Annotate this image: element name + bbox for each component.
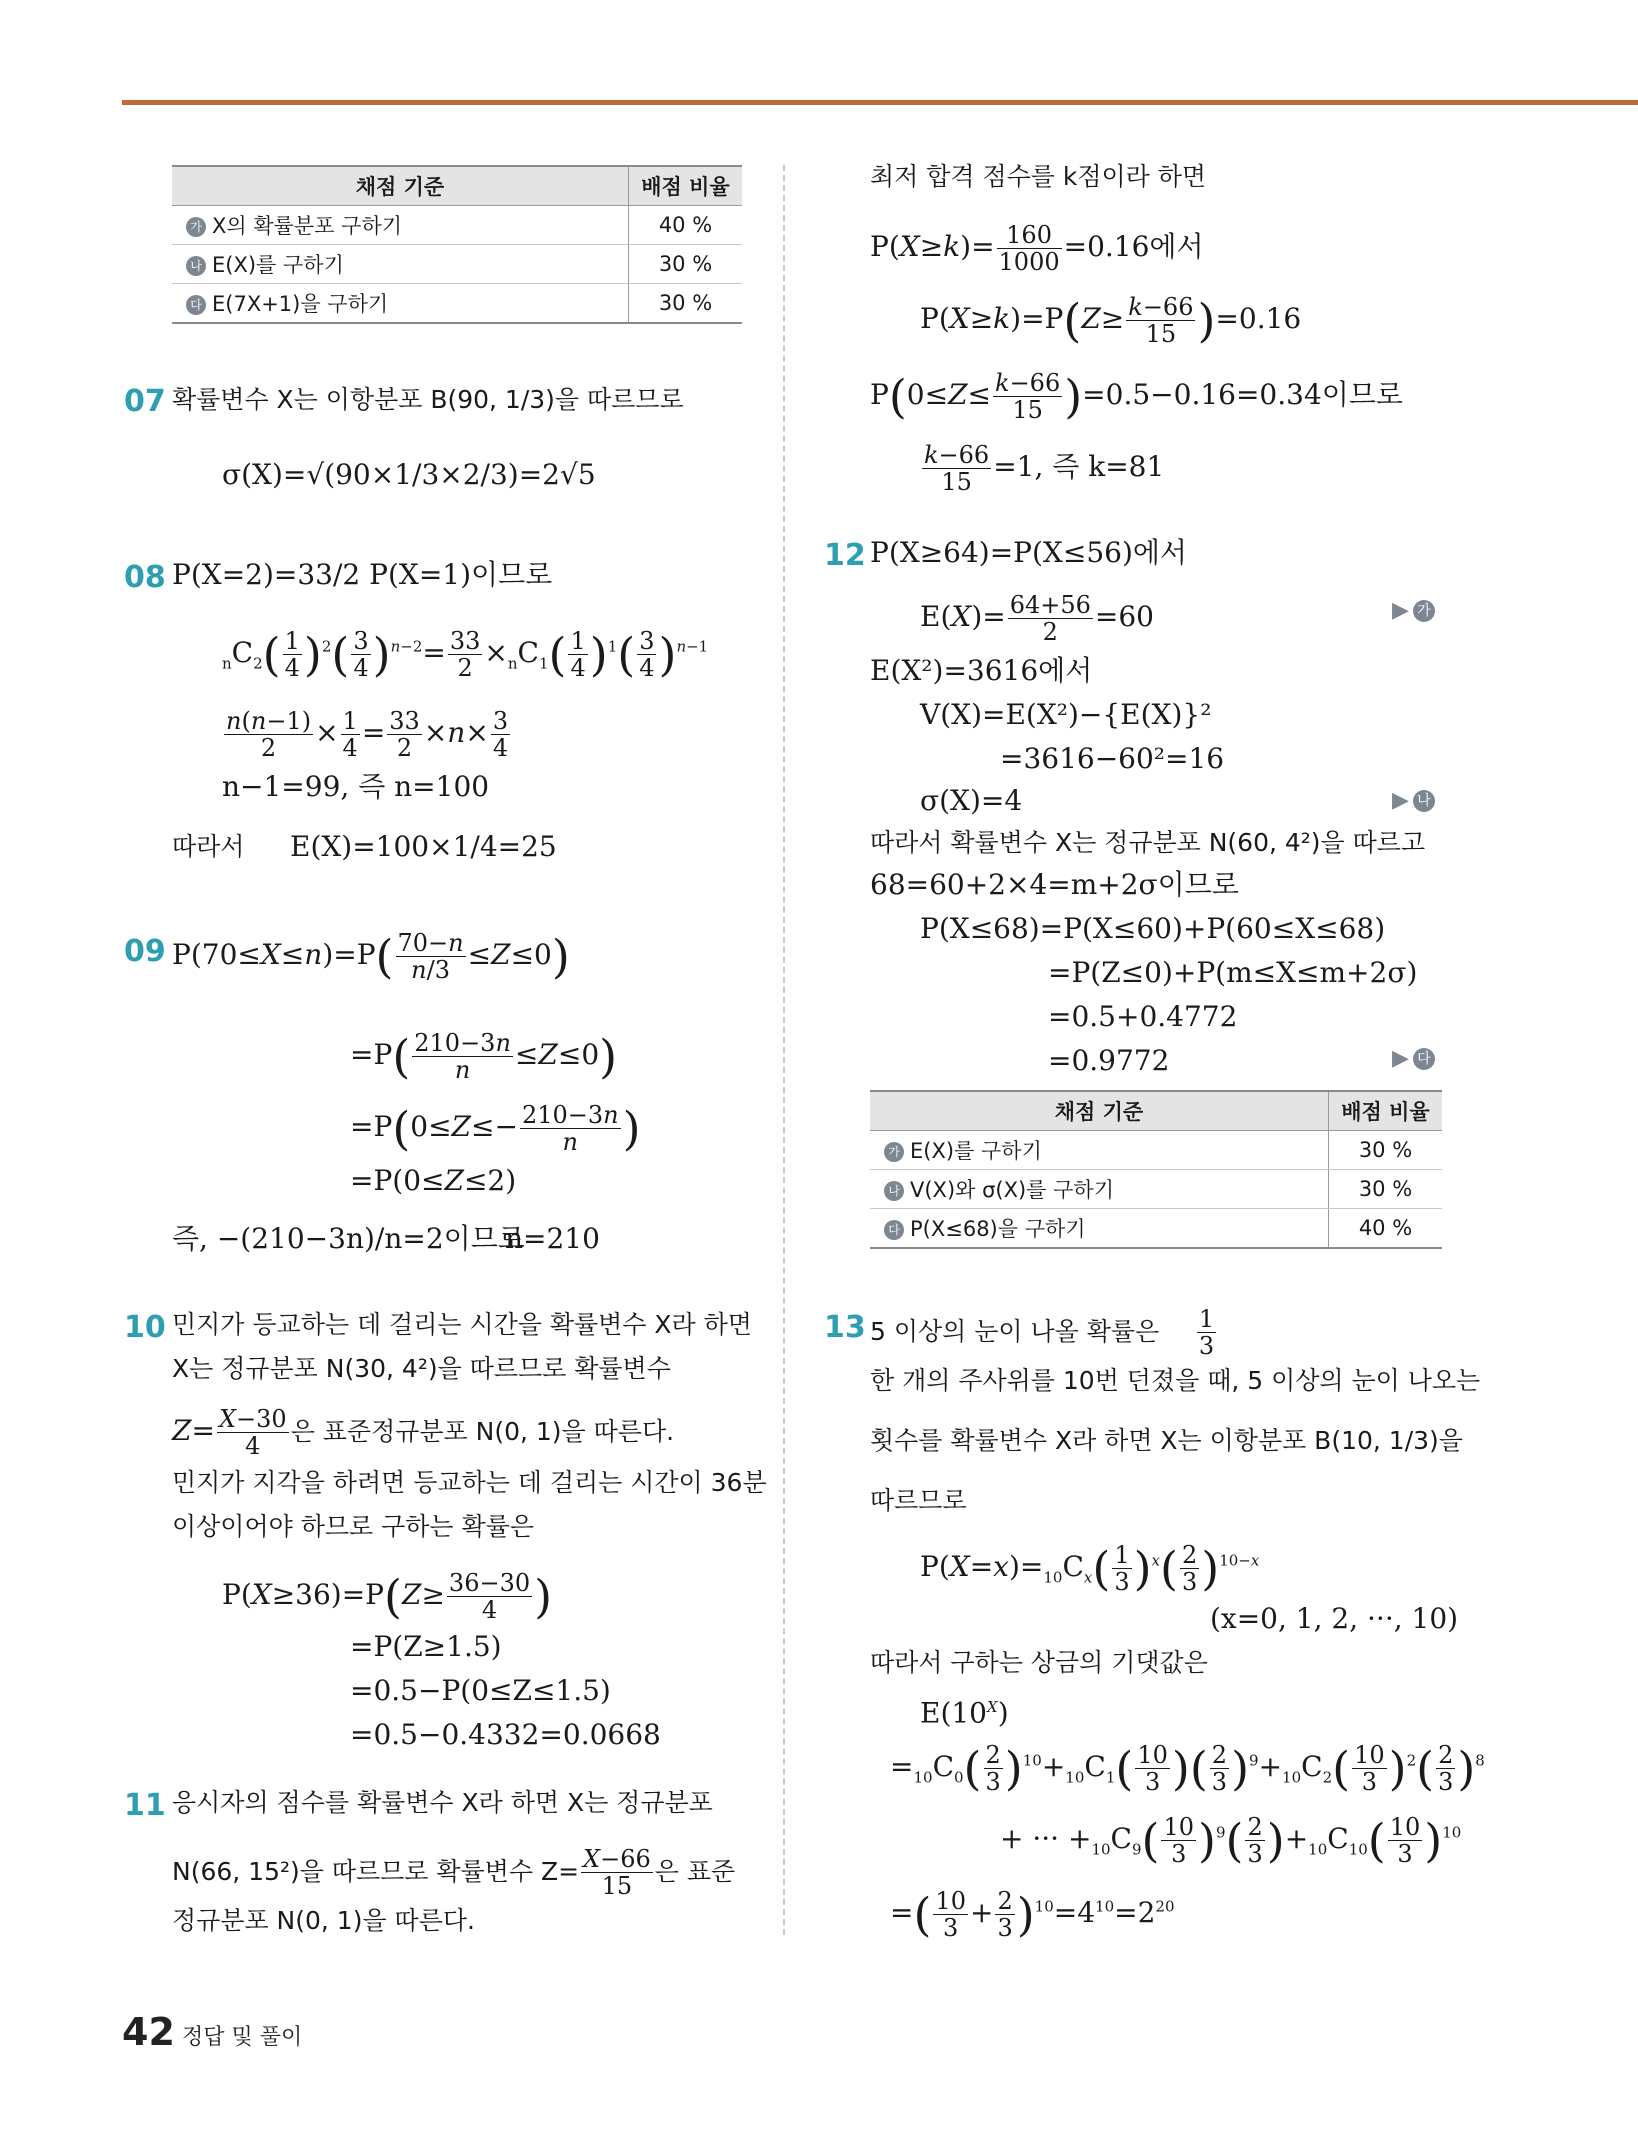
p10-line7: =P(Z≥1.5) — [350, 1630, 502, 1663]
p13-line9: $=_{10}C_0$( $\frac{2}{3}$ )$^{10}+_{10}C_1$( $\frac{10}{3}$ )( $\frac{2}{3}$ )$^9+_{10}C_2$( $\frac{10}{3}$ )$^2$( $\frac{2}{3}$ )$^8$ — [890, 1741, 1485, 1796]
p13-line7: 따라서 구하는 상금의 기댓값은 — [870, 1648, 1208, 1677]
criterion-text: E(7X+1)을 구하기 — [212, 292, 389, 316]
ratio-text: 40 % — [1329, 1209, 1443, 1249]
p11-right-line3-text: =0.16 — [1215, 302, 1302, 335]
p11-line2a: N(66, 15²)을 따르므로 확률변수 Z= — [172, 1857, 580, 1886]
p12-line11: =0.5+0.4772 — [1048, 1000, 1238, 1033]
criterion-text: E(X)를 구하기 — [910, 1139, 1042, 1163]
p10-line9: =0.5−0.4332=0.0668 — [350, 1718, 661, 1751]
p09-line5: 즉, −(210−3n)/n=2이므로 — [172, 1222, 525, 1255]
table-header-criterion: 채점 기준 — [172, 166, 629, 206]
p11-right-line3: P(X≥k)=P(Z≥ $\frac{k-66}{15}$ )=0.16 — [920, 293, 1302, 348]
p11-line2: N(66, 15²)을 따르므로 확률변수 Z= $\frac{X-66}{15}$ 은 표준 — [172, 1845, 736, 1900]
p12-line3: E(X²)=3616에서 — [870, 654, 1093, 687]
p09-line4: =P(0≤Z≤2) — [350, 1164, 517, 1197]
problem-number-12: 12 — [824, 538, 866, 573]
p13-line4: 따르므로 — [870, 1486, 967, 1515]
problem-number-10: 10 — [124, 1310, 166, 1345]
p13-line5: $P(X=x)=_{10}C_x$( $\frac{1}{3}$ )$^x$( $\frac{2}{3}$ )$^{10-x}$ — [920, 1541, 1260, 1596]
table-row — [870, 1209, 1442, 1249]
p11-right-line4: P(0≤Z≤ $\frac{k-66}{15}$ )=0.5−0.16=0.34이므로 — [870, 369, 1403, 424]
step-marker-na: ▶ 나 — [1392, 788, 1435, 813]
score-table-1 — [172, 165, 742, 324]
p12-line9: P(X≤68)=P(X≤60)+P(60≤X≤68) — [920, 912, 1386, 945]
p12-line12: =0.9772 — [1048, 1044, 1170, 1077]
mark-icon: 가 — [884, 1142, 904, 1162]
criterion-text: P(X≤68)을 구하기 — [910, 1217, 1086, 1241]
p12-line4: V(X)=E(X²)−{E(X)}² — [920, 698, 1212, 731]
p13-line2: 한 개의 주사위를 10번 던졌을 때, 5 이상의 눈이 나오는 — [870, 1366, 1481, 1395]
p12-line10: =P(Z≤0)+P(m≤X≤m+2σ) — [1048, 956, 1418, 989]
table-row — [172, 206, 742, 245]
criterion-text: E(X)를 구하기 — [212, 253, 344, 277]
problem-number-13: 13 — [824, 1310, 866, 1345]
step-marker-da: ▶ 다 — [1392, 1046, 1435, 1071]
table-row — [172, 245, 742, 284]
p10-line3-text: 은 표준정규분포 N(0, 1)을 따른다. — [290, 1417, 675, 1446]
p10-line4: 민지가 지각을 하려면 등교하는 데 걸리는 시간이 36분 — [172, 1468, 767, 1497]
mark-icon: 나 — [884, 1181, 904, 1201]
p13-line1: 5 이상의 눈이 나올 확률은 $\frac{1}{3}$ — [870, 1305, 1215, 1360]
p13-line11: =( $\frac{10}{3}$ + $\frac{2}{3}$ )$^{10}=4^{10}=2^{20}$ — [890, 1887, 1175, 1942]
p13-line10: + ··· $+_{10}C_9$( $\frac{10}{3}$ )$^9$( $\frac{2}{3}$ )$+_{10}C_{10}$( $\frac{10}{3}$ )$^{10}$ — [1000, 1813, 1462, 1868]
p10-line3: Z= $\frac{X-30}{4}$ 은 표준정규분포 N(0, 1)을 따른다. — [172, 1405, 675, 1460]
table-header-ratio: 배점 비율 — [1329, 1091, 1443, 1131]
p10-line1: 민지가 등교하는 데 걸리는 시간을 확률변수 X라 하면 — [172, 1310, 752, 1339]
p11-right-line5: $\frac{k-66}{15}$ =1, 즉 k=81 — [924, 441, 1165, 496]
p12-line5: =3616−60²=16 — [1000, 742, 1225, 775]
p08-line5: E(X)=100×1/4=25 — [290, 830, 557, 863]
table-header-criterion: 채점 기준 — [870, 1091, 1329, 1131]
mark-icon: 다 — [1413, 1048, 1435, 1070]
p10-line2: X는 정규분포 N(30, 4²)을 따르므로 확률변수 — [172, 1354, 671, 1383]
footer-label: 정답 및 풀이 — [182, 2025, 303, 2050]
score-table-2 — [870, 1090, 1442, 1249]
p08-line3: $\frac{n(n-1)}{2}$ × $\frac{1}{4}$ = $\frac{33}{2}$ ×n× $\frac{3}{4}$ — [226, 707, 509, 762]
ratio-text: 40 % — [629, 206, 743, 245]
p08-line4: n−1=99, 즉 n=100 — [222, 770, 490, 803]
p13-line8: $E(10^X)$ — [920, 1696, 1009, 1730]
ratio-text: 30 % — [629, 284, 743, 324]
mark-icon: 나 — [1413, 790, 1435, 812]
p10-line8: =0.5−P(0≤Z≤1.5) — [350, 1674, 611, 1707]
p11-right-line2: P(X≥k)= $\frac{160}{1000}$ =0.16에서 — [870, 221, 1204, 276]
p11-right-line5-text: =1, 즉 k=81 — [993, 450, 1165, 483]
mark-icon: 다 — [884, 1220, 904, 1240]
mark-icon: 나 — [186, 256, 206, 276]
p11-right-line2-text: =0.16에서 — [1063, 230, 1204, 263]
p13-line6: (x=0, 1, 2, ···, 10) — [1210, 1602, 1459, 1635]
p11-line3: 정규분포 N(0, 1)을 따른다. — [172, 1906, 475, 1935]
ratio-text: 30 % — [1329, 1170, 1443, 1209]
table-row — [172, 284, 742, 324]
p11-line2b: 은 표준 — [654, 1857, 736, 1886]
p08-line5-label: 따라서 — [172, 832, 245, 861]
p09-answer: n=210 — [505, 1222, 600, 1255]
p08-line2: $_nC_2$( $\frac{1}{4}$ )$^2$( $\frac{3}{4}$ )$^{n-2}$= $\frac{33}{2}$ $\times_nC_1$( $\frac{1}{4}$ )$^1$( $\frac{3}{4}$ )$^{n-1}$ — [222, 627, 709, 682]
p10-line6: P(X≥36)=P(Z≥ $\frac{36-30}{4}$ ) — [222, 1569, 553, 1624]
p12-line6: σ(X)=4 — [920, 784, 1023, 817]
p11-right-line4-text: =0.5−0.16=0.34이므로 — [1082, 378, 1403, 411]
mark-icon: 가 — [1413, 600, 1435, 622]
p11-line1: 응시자의 점수를 확률변수 X라 하면 X는 정규분포 — [172, 1788, 713, 1817]
table-row — [870, 1131, 1442, 1170]
problem-number-08: 08 — [124, 560, 166, 595]
column-divider — [783, 165, 785, 1935]
p09-line2: =P( $\frac{210-3n}{n}$ ≤Z≤0) — [350, 1029, 618, 1084]
p12-line2: E(X)= $\frac{64+56}{2}$ =60 — [920, 591, 1154, 646]
p09-line3: =P(0≤Z≤− $\frac{210-3n}{n}$ ) — [350, 1101, 641, 1156]
p08-line1: P(X=2)=33/2 P(X=1)이므로 — [172, 558, 553, 591]
problem-number-07: 07 — [124, 384, 166, 419]
criterion-text: V(X)와 σ(X)를 구하기 — [910, 1178, 1114, 1202]
ratio-text: 30 % — [1329, 1131, 1443, 1170]
p11-right-line1: 최저 합격 점수를 k점이라 하면 — [870, 162, 1207, 191]
problem-number-09: 09 — [124, 934, 166, 969]
table-row — [870, 1170, 1442, 1209]
step-marker-ga: ▶ 가 — [1392, 598, 1435, 623]
top-accent-line — [122, 100, 1638, 105]
p13-line3: 횟수를 확률변수 X라 하면 X는 이항분포 B(10, 1/3)을 — [870, 1426, 1463, 1455]
mark-icon: 가 — [186, 217, 206, 237]
table-header-ratio: 배점 비율 — [629, 166, 743, 206]
p13-line1-text: 5 이상의 눈이 나올 확률은 — [870, 1317, 1160, 1346]
page-number: 42 — [122, 2010, 175, 2054]
p10-line5: 이상이어야 하므로 구하는 확률은 — [172, 1512, 534, 1541]
p07-line2: σ(X)=√(90×1/3×2/3)=2√5 — [222, 458, 596, 491]
problem-number-11: 11 — [124, 1788, 166, 1823]
mark-icon: 다 — [186, 295, 206, 315]
p09-line1: P(70≤X≤n)=P( $\frac{70-n}{n/3}$ ≤Z≤0) — [172, 929, 570, 984]
p12-line8: 68=60+2×4=m+2σ이므로 — [870, 868, 1239, 901]
p07-line1: 확률변수 X는 이항분포 B(90, 1/3)을 따르므로 — [172, 385, 684, 414]
ratio-text: 30 % — [629, 245, 743, 284]
p12-line1: P(X≥64)=P(X≤56)에서 — [870, 536, 1187, 569]
criterion-text: X의 확률분포 구하기 — [212, 214, 403, 238]
p12-line7: 따라서 확률변수 X는 정규분포 N(60, 4²)을 따르고 — [870, 828, 1426, 857]
